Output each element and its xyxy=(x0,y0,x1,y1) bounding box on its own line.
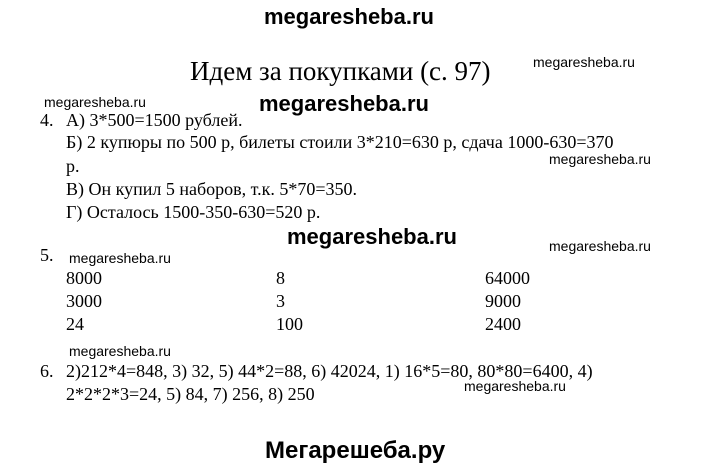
watermark-left-4: megaresheba.ru xyxy=(44,94,146,110)
task4-line-b-cont: р. xyxy=(66,156,80,176)
watermark-right-5: megaresheba.ru xyxy=(549,238,651,254)
task4-line-b: Б) 2 купюры по 500 р, билеты стоили 3*210=630 р, сдача 1000-630=370 xyxy=(66,132,614,152)
table-cell: 9000 xyxy=(485,291,521,311)
task6-line-1: 2)212*4=848, 3) 32, 5) 44*2=88, 6) 42024, 1) 16*5=80, 80*80=6400, 4) xyxy=(66,361,593,381)
table-cell: 3 xyxy=(276,291,285,311)
task4-number: 4. xyxy=(40,110,54,130)
table-cell: 8 xyxy=(276,268,285,288)
watermark-top: megaresheba.ru xyxy=(264,4,434,29)
footer-brand: Мегарешеба.ру xyxy=(265,437,446,464)
task4-line-a: А) 3*500=1500 рублей. xyxy=(66,110,243,130)
table-cell: 3000 xyxy=(66,291,102,311)
table-cell: 24 xyxy=(66,314,84,334)
table-cell: 64000 xyxy=(485,268,530,288)
table-cell: 100 xyxy=(276,314,303,334)
watermark-left-6: megaresheba.ru xyxy=(69,343,171,359)
watermark-bold-5: megaresheba.ru xyxy=(287,224,457,249)
watermark-title-right: megaresheba.ru xyxy=(533,54,635,70)
watermark-right-6: megaresheba.ru xyxy=(464,378,566,394)
watermark-left-5: megaresheba.ru xyxy=(69,250,171,266)
table-cell: 8000 xyxy=(66,268,102,288)
task4-line-c: В) Он купил 5 наборов, т.к. 5*70=350. xyxy=(66,179,358,199)
watermark-right-4b: megaresheba.ru xyxy=(549,151,651,167)
task6-number: 6. xyxy=(40,361,54,381)
task6-line-2: 2*2*2*3=24, 5) 84, 7) 256, 8) 250 xyxy=(66,384,315,404)
task5-number: 5. xyxy=(40,245,54,265)
task4-line-d: Г) Осталось 1500-350-630=520 р. xyxy=(66,202,321,222)
table-cell: 2400 xyxy=(485,314,521,334)
watermark-bold-4: megaresheba.ru xyxy=(259,91,429,116)
page-title: Идем за покупками (с. 97) xyxy=(190,56,491,86)
